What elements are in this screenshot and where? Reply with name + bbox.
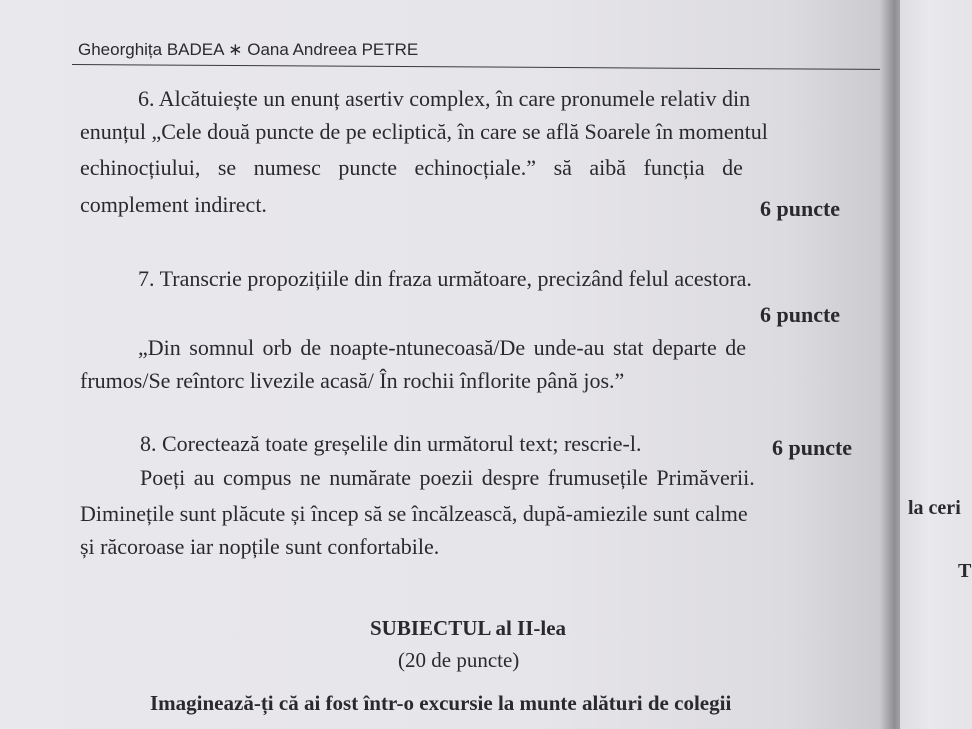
q8-line: 8. Corectează toate greșelile din următorul text; rescrie-l.	[140, 431, 642, 456]
page-header-authors: Gheorghița BADEA ∗ Oana Andreea PETRE	[78, 40, 419, 59]
q7-quote-line-1: „Din somnul orb de noapte-ntunecoasă/De unde-au stat departe de	[138, 335, 747, 360]
subject-prompt: Imaginează-ți că ai fost într-o excursie la munte alături de colegii	[150, 691, 732, 715]
q8-text-line-3: și răcoroase iar nopțile sunt confortabile.	[80, 534, 440, 559]
q6-line-1: 6. Alcătuiește un enunț asertiv complex, în care pronumele relativ din	[138, 86, 751, 111]
q6-line-2: enunțul „Cele două puncte de pe ecliptică, în care se află Soarele în momentul	[80, 119, 768, 144]
q8-points: 6 puncte	[772, 435, 853, 460]
q6-points: 6 puncte	[760, 196, 841, 221]
q7-quote-line-2: frumos/Se reîntorc livezile acasă/ În rochii înflorite până jos.”	[80, 368, 625, 393]
adjacent-page	[900, 0, 972, 729]
subject-score: (20 de puncte)	[398, 648, 520, 672]
q7-line: 7. Transcrie propozițiile din fraza următoare, precizând felul acestora.	[138, 266, 752, 291]
subject-title: SUBIECTUL al II-lea	[370, 616, 567, 640]
q6-line-4: complement indirect.	[80, 192, 267, 217]
q8-text-line-1: Poeți au compus ne numărate poezii despre frumusețile Primăverii.	[140, 465, 755, 490]
q8-text-line-2: Diminețile sunt plăcute și încep să se încălzească, după-amiezile sunt calme	[80, 501, 748, 526]
adjacent-fragment-1: la ceri	[908, 497, 961, 519]
q6-line-3: echinocțiului, se numesc puncte echinocțiale.” să aibă funcția de	[80, 155, 743, 180]
q7-points: 6 puncte	[760, 302, 841, 327]
adjacent-fragment-2: T	[958, 560, 972, 582]
header-rule	[72, 64, 880, 70]
